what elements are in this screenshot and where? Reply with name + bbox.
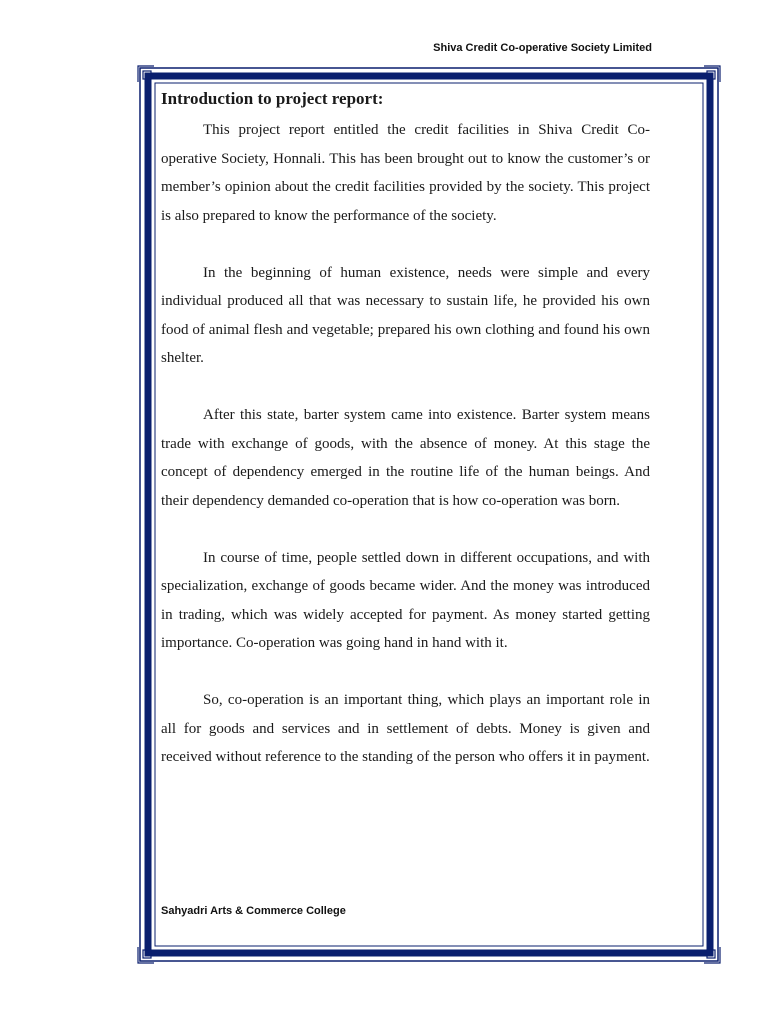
section-heading: Introduction to project report: [161, 89, 384, 108]
paragraph-3: After this state, barter system came into existence. Barter system means trade with exchange of goods, with the absence of money. At this stage the concept of dependency emerged in the routine life of the human beings. And their dependency demanded co-operation that is how co-operation was born. [161, 407, 650, 509]
running-header-title: Shiva Credit Co-operative Society Limited [433, 42, 652, 54]
paragraph-2: In the beginning of human existence, needs were simple and every individual produced all that was necessary to sustain life, he provided his own food of animal flesh and vegetable; prepared his own clothing and found his own shelter. [161, 264, 650, 366]
page-body [161, 88, 650, 800]
paragraph-1: This project report entitled the credit facilities in Shiva Credit Co-operative Society, Honnali. This has been brought out to know the customer’s or member’s opinion about the credit facilities provided by the society. This project is also prepared to know the performance of the society. [161, 122, 650, 224]
paragraph-5: So, co-operation is an important thing, which plays an important role in all for goods and services and in settlement of debts. Money is given and received without reference to the standing of the person who offers it in payment. [161, 692, 650, 765]
paragraph-4: In course of time, people settled down in different occupations, and with specialization, exchange of goods became wider. And the money was introduced in trading, which was widely accepted for payment. As money started getting importance. Co-operation was going hand in hand with it. [161, 549, 650, 651]
footer-college-name: Sahyadri Arts & Commerce College [161, 905, 346, 917]
